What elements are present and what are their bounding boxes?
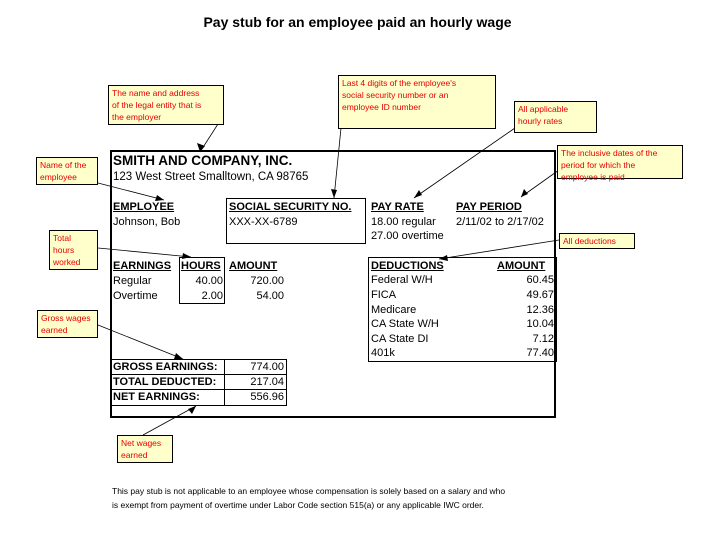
pay-period-value: 2/11/02 to 2/17/02	[456, 216, 544, 228]
net-earnings-value: 556.96	[250, 391, 284, 403]
ssn-header: SOCIAL SECURITY NO.	[229, 201, 352, 213]
footnote	[112, 484, 505, 512]
callout-line: period for which the	[561, 160, 636, 170]
deduction-amount: 60.45	[526, 274, 554, 286]
callout-line: All deductions	[563, 236, 616, 246]
deduction-label: Federal W/H	[371, 274, 433, 286]
gross-earnings-label: GROSS EARNINGS:	[113, 361, 218, 373]
net-earnings-label: NET EARNINGS:	[113, 391, 200, 403]
employee-header: EMPLOYEE	[113, 201, 175, 213]
deduction-amount: 12.36	[526, 304, 554, 316]
deduction-label: FICA	[371, 289, 397, 301]
callout-line: Last 4 digits of the employee's	[342, 78, 457, 88]
pay-rate-regular: 18.00 regular	[371, 216, 436, 228]
employer-address: 123 West Street Smalltown, CA 98765	[113, 171, 309, 183]
amount-regular: 720.00	[250, 275, 284, 287]
footnote-line: This pay stub is not applicable to an employee whose compensation is solely based on a salary and who	[112, 486, 506, 496]
callout-net	[117, 435, 173, 463]
callout-line: social security number or an	[342, 90, 449, 100]
earnings-header: EARNINGS	[113, 260, 172, 272]
callout-line: employee	[40, 172, 77, 182]
hours-overtime: 2.00	[201, 290, 223, 302]
earnings-amount-header: AMOUNT	[229, 260, 278, 272]
callout-line: The inclusive dates of the	[561, 148, 658, 158]
hours-regular: 40.00	[195, 275, 223, 287]
callout-line: The name and address	[112, 88, 200, 98]
callout-line: the employer	[112, 112, 162, 122]
callout-line: employee ID number	[342, 102, 421, 112]
deduction-label: CA State DI	[371, 333, 429, 345]
hours-header: HOURS	[181, 260, 221, 272]
callout-line: of the legal entity that is	[112, 100, 202, 110]
total-deducted-label: TOTAL DEDUCTED:	[113, 376, 217, 388]
deductions-header: DEDUCTIONS	[371, 260, 444, 272]
pay-period-header: PAY PERIOD	[456, 201, 522, 213]
callout-pay-period	[557, 145, 683, 182]
amount-overtime: 54.00	[256, 290, 284, 302]
footnote-line: is exempt from payment of overtime under Labor Code section 515(a) or any applicable IWC order.	[112, 500, 484, 510]
deduction-amount: 49.67	[526, 289, 554, 301]
deduction-amount: 7.12	[532, 333, 554, 345]
callout-employee-name	[36, 157, 98, 185]
callout-line: Name of the	[40, 160, 87, 170]
deduction-label: CA State W/H	[371, 318, 439, 330]
callout-line: Net wages	[121, 438, 162, 448]
page-title: Pay stub for an employee paid an hourly wage	[203, 14, 512, 30]
deductions-amount-header: AMOUNT	[497, 260, 546, 272]
pay-rate-overtime: 27.00 overtime	[371, 230, 444, 242]
callout-line: Gross wages	[41, 313, 91, 323]
callout-line: Total	[53, 233, 71, 243]
earnings-label-overtime: Overtime	[113, 290, 158, 302]
deduction-label: 401k	[371, 347, 395, 359]
callout-employer	[108, 85, 224, 125]
callout-deductions	[559, 233, 635, 249]
callout-line: hourly rates	[518, 116, 563, 126]
deduction-amount: 77.40	[526, 347, 554, 359]
callout-line: employee is paid	[561, 172, 625, 182]
pay-rate-header: PAY RATE	[371, 201, 424, 213]
callout-ssn	[338, 75, 496, 129]
employee-name: Johnson, Bob	[113, 216, 181, 228]
total-deducted-value: 217.04	[250, 376, 284, 388]
callout-line: worked	[53, 257, 81, 267]
callout-line: All applicable	[518, 104, 569, 114]
gross-earnings-value: 774.00	[250, 361, 284, 373]
callout-hours	[49, 230, 98, 270]
callout-hourly-rates	[514, 101, 597, 133]
deduction-label: Medicare	[371, 304, 417, 316]
ssn-value: XXX-XX-6789	[229, 216, 298, 228]
callout-line: earned	[41, 325, 68, 335]
employer-name: SMITH AND COMPANY, INC.	[113, 153, 293, 168]
callout-gross	[37, 310, 98, 338]
deduction-amount: 10.04	[526, 318, 554, 330]
callout-line: earned	[121, 450, 148, 460]
earnings-label-regular: Regular	[113, 275, 152, 287]
callout-line: hours	[53, 245, 75, 255]
